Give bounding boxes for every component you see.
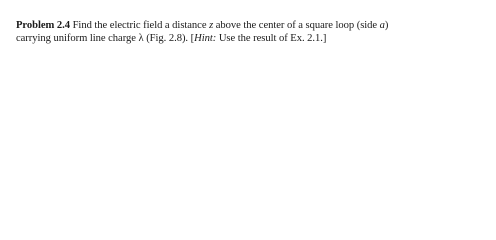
problem-text-part: carrying uniform line charge (16, 33, 139, 45)
problem-label: Problem 2.4 (16, 20, 70, 31)
problem-statement (16, 19, 482, 45)
problem-text-part: ) (384, 20, 389, 31)
variable-z: z (209, 20, 214, 31)
problem-text-part: above the center of a square loop (side (213, 20, 380, 31)
lambda-symbol: λ (138, 33, 144, 45)
problem-text-part: (Fig. 2.8). [ (143, 33, 195, 45)
problem-text-part: Find the electric field a distance (69, 20, 210, 31)
variable-a: a (379, 20, 385, 31)
hint-label: Hint: (194, 33, 217, 45)
problem-text-part: Use the result of Ex. 2.1.] (216, 33, 327, 45)
